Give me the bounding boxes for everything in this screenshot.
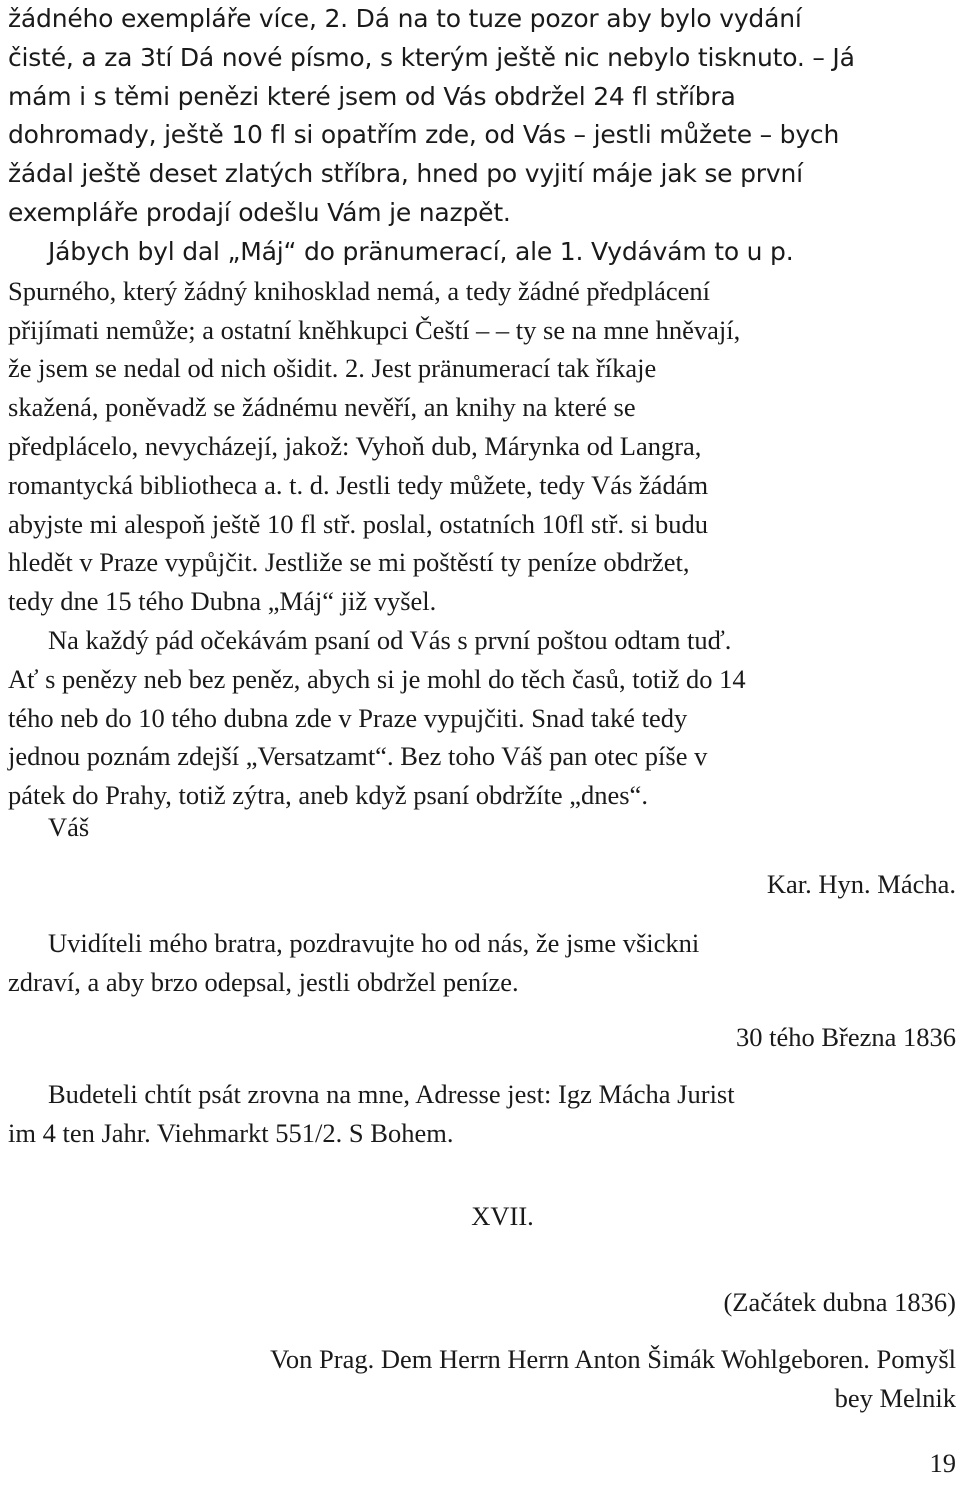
text-line: pátek do Prahy, totiž zýtra, aneb když psaní obdržíte „dnes“. (8, 780, 648, 811)
text-line: tého neb do 10 tého dubna zde v Praze vypujčiti. Snad také tedy (8, 702, 688, 733)
text-line: skažená, poněvadž se žádnému nevěří, an knihy na které se (8, 392, 636, 423)
text-line: im 4 ten Jahr. Viehmarkt 551/2. S Bohem. (8, 1117, 454, 1148)
text-line: že jsem se nedal od nich ošidit. 2. Jest pränumerací tak říkaje (8, 353, 657, 384)
signature: Kar. Hyn. Mácha. (766, 869, 956, 899)
text-line: exempláře prodají odešlu Vám je nazpět. (8, 197, 511, 227)
text-line: Von Prag. Dem Herrn Herrn Anton Šimák Wohlgeboren. Pomyšl (270, 1344, 956, 1374)
text-line: Jábych byl dal „Máj“ do pränumerací, ale 1. Vydávám to u p. (48, 237, 794, 266)
letter-date: (Začátek dubna 1836) (723, 1287, 956, 1317)
text-line: zdraví, a aby brzo odepsal, jestli obdržel peníze. (8, 966, 519, 997)
paragraph-3 (8, 621, 956, 815)
postscript (8, 924, 956, 1002)
text-line: čisté, a za 3tí Dá nové písmo, s kterým ještě nic nebylo tisknuto. – Já (8, 42, 855, 72)
closing: Váš (48, 812, 90, 842)
text-line: bey Melnik (834, 1382, 956, 1413)
text-line: abyjste mi alespoň ještě 10 fl stř. poslal, ostatních 10fl stř. si budu (8, 508, 708, 539)
text-line: Spurného, který žádný knihosklad nemá, a tedy žádné předplácení (8, 275, 711, 306)
page-number: 19 (929, 1448, 956, 1478)
text-line: předplácelo, nevycházejí, jakož: Vyhoň dub, Márynka od Langra, (8, 430, 702, 461)
text-line: mám i s těmi penězi které jsem od Vás obdržel 24 fl stříbra (8, 81, 736, 111)
text-line: tedy dne 15 tého Dubna „Máj“ již vyšel. (8, 586, 437, 617)
letter-date-line: 30 tého Března 1836 (735, 1022, 956, 1052)
text-line: jednou poznám zdejší „Versatzamt“. Bez toho Váš pan otec píše v (8, 741, 708, 772)
text-line: Ať s penězy neb bez peněz, abych si je mohl do těch časů, totiž do 14 (8, 663, 746, 694)
paragraph-2 (8, 233, 956, 621)
text-line: romantycká bibliotheca a. t. d. Jestli tedy můžete, tedy Vás žádám (8, 469, 709, 500)
address-header (56, 1340, 956, 1418)
text-line: Uvidíteli mého bratra, pozdravujte ho od nás, že jsme všicknі (48, 928, 700, 958)
text-line: žádného exempláře více, 2. Dá na to tuze pozor aby bylo vydání (8, 4, 802, 33)
paragraph-1 (8, 0, 956, 233)
text-line: hledět v Praze vypůjčit. Jestližе se mi poštěstí ty peníze obdržet, (8, 547, 690, 578)
text-line: přijímati nemůže; a ostatní kněhkupci Čeští – – ty se na mne hněvají, (8, 314, 741, 345)
text-line: žádal ještě deset zlatých stříbra, hned po vyjití máje jak se první (8, 159, 803, 189)
address-note (8, 1075, 956, 1153)
text-line: Budeteli chtít psát zrovna na mne, Adresse jest: Igz Mácha Jurist (48, 1079, 735, 1109)
text-line: dohromady, ještě 10 fl si opatřím zde, od Vás – jestli můžete – bych (8, 120, 840, 150)
letter-number: XVII. (471, 1201, 534, 1231)
text-line: Na každý pád očekávám psaní od Vás s první poštou odtam tuď. (48, 625, 732, 655)
